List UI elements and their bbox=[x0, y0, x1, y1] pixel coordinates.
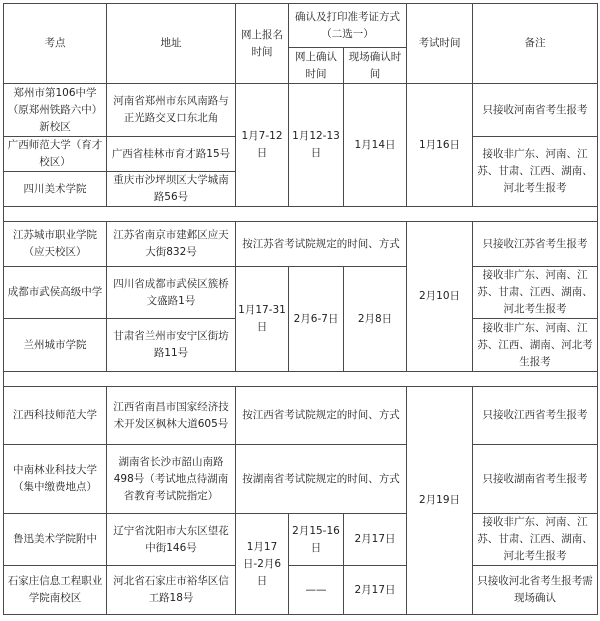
online-confirm-cell: —— bbox=[289, 566, 344, 615]
address-cell: 江苏省南京市建邺区应天大街832号 bbox=[107, 222, 236, 267]
online-confirm-cell: 2月6-7日 bbox=[289, 267, 344, 372]
note-cell: 接收非广东、河南、江苏、甘肃、江西、湖南、河北考生报考 bbox=[473, 267, 598, 319]
site-cell: 广西师范大学（育才校区） bbox=[4, 137, 107, 172]
note-cell: 只接收河北省考生报考需现场确认 bbox=[473, 566, 598, 615]
online-reg-cell: 1月7-12日 bbox=[236, 84, 289, 207]
online-confirm-cell: 2月15-16日 bbox=[289, 514, 344, 566]
note-cell: 接收非广东、河南、江苏、甘肃、江西、湖南、河北考生报考 bbox=[473, 514, 598, 566]
address-cell: 江西省南昌市国家经济技术开发区枫林大道605号 bbox=[107, 387, 236, 445]
note-cell: 接收非广东、河南、江苏、江西、湖南、河北考生报考 bbox=[473, 319, 598, 372]
address-cell: 河北省石家庄市裕华区信工路18号 bbox=[107, 566, 236, 615]
address-cell: 重庆市沙坪坝区大学城南路56号 bbox=[107, 172, 236, 207]
site-cell: 江苏城市职业学院（应天校区） bbox=[4, 222, 107, 267]
exam-schedule-table bbox=[3, 3, 598, 615]
header-address: 地址 bbox=[107, 4, 236, 84]
site-cell: 江西科技师范大学 bbox=[4, 387, 107, 445]
exam-time-cell: 2月10日 bbox=[407, 222, 473, 372]
site-cell: 四川美术学院 bbox=[4, 172, 107, 207]
site-cell: 鲁迅美术学院附中 bbox=[4, 514, 107, 566]
header-online-reg: 网上报名时间 bbox=[236, 4, 289, 84]
confirm-merged-cell: 按江西省考试院规定的时间、方式 bbox=[236, 387, 407, 445]
address-cell: 广西省桂林市育才路15号 bbox=[107, 137, 236, 172]
header-onsite-confirm: 现场确认时间 bbox=[344, 48, 407, 84]
online-reg-cell: 1月17日-2月6日 bbox=[236, 514, 289, 615]
address-cell: 湖南省长沙市韶山南路498号（考试地点待湖南省教育考试院指定） bbox=[107, 445, 236, 514]
exam-time-cell: 2月19日 bbox=[407, 387, 473, 615]
onsite-confirm-cell: 2月8日 bbox=[344, 267, 407, 372]
header-site: 考点 bbox=[4, 4, 107, 84]
onsite-confirm-cell: 2月17日 bbox=[344, 514, 407, 566]
exam-time-cell: 1月16日 bbox=[407, 84, 473, 207]
online-confirm-cell: 1月12-13日 bbox=[289, 84, 344, 207]
confirm-merged-cell: 按湖南省考试院规定的时间、方式 bbox=[236, 445, 407, 514]
online-reg-cell: 1月17-31日 bbox=[236, 267, 289, 372]
address-cell: 甘肃省兰州市安宁区街坊路11号 bbox=[107, 319, 236, 372]
site-cell: 兰州城市学院 bbox=[4, 319, 107, 372]
group-separator bbox=[4, 207, 598, 222]
note-cell: 只接收江苏省考生报考 bbox=[473, 222, 598, 267]
address-cell: 河南省郑州市东风南路与正光路交叉口东北角 bbox=[107, 84, 236, 137]
header-notes: 备注 bbox=[473, 4, 598, 84]
note-cell: 只接收河南省考生报考 bbox=[473, 84, 598, 137]
note-cell: 接收非广东、河南、江苏、甘肃、江西、湖南、河北考生报考 bbox=[473, 137, 598, 207]
note-cell: 只接收湖南省考生报考 bbox=[473, 445, 598, 514]
address-cell: 四川省成都市武侯区簇桥文盛路1号 bbox=[107, 267, 236, 319]
onsite-confirm-cell: 2月17日 bbox=[344, 566, 407, 615]
site-cell: 中南林业科技大学（集中缴费地点） bbox=[4, 445, 107, 514]
onsite-confirm-cell: 1月14日 bbox=[344, 84, 407, 207]
note-cell: 只接收江西省考生报考 bbox=[473, 387, 598, 445]
address-cell: 辽宁省沈阳市大东区望花中街146号 bbox=[107, 514, 236, 566]
site-cell: 郑州市第106中学（原郑州铁路六中）新校区 bbox=[4, 84, 107, 137]
header-online-confirm: 网上确认时间 bbox=[289, 48, 344, 84]
site-cell: 石家庄信息工程职业学院南校区 bbox=[4, 566, 107, 615]
confirm-merged-cell: 按江苏省考试院规定的时间、方式 bbox=[236, 222, 407, 267]
header-exam-time: 考试时间 bbox=[407, 4, 473, 84]
header-confirm-group: 确认及打印准考证方式（二选一） bbox=[289, 4, 407, 48]
group-separator bbox=[4, 372, 598, 387]
site-cell: 成都市武侯高级中学 bbox=[4, 267, 107, 319]
